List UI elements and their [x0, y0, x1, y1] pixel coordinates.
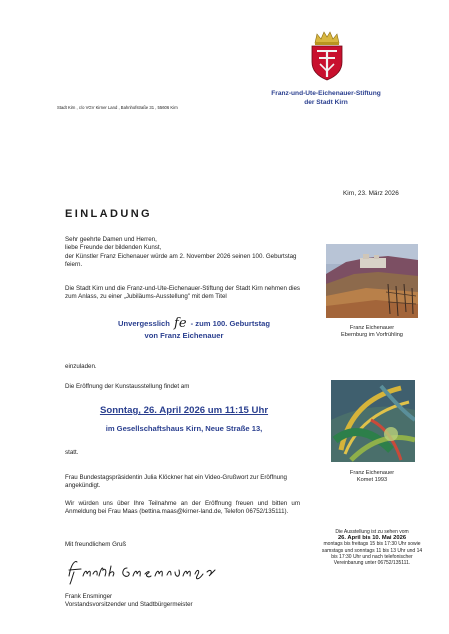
- caption-painting-2: [318, 470, 426, 484]
- foundation-name: [250, 90, 402, 107]
- exhibition-title-prefix: Unvergesslich: [117, 319, 170, 328]
- coat-of-arms-icon: [309, 31, 345, 81]
- invite-end: einzuladen.: [65, 363, 97, 370]
- painting-komet-image: [331, 380, 415, 462]
- opening-date: Sonntag, 26. April 2026 um 11:15 Uhr: [99, 405, 269, 416]
- sender-address: Stadt Kirn , c/o VGV Kirner Land , Bahnhofstraße 31 , 55606 Kirn: [57, 105, 178, 110]
- signer-title: Vorstandsvorsitzender und Stadtbürgermeister: [65, 601, 193, 609]
- foundation-name-line-2: der Stadt Kirn: [304, 98, 348, 106]
- signer-name: Frank Ensminger: [65, 593, 113, 600]
- caption-artist: Franz Eichenauer: [349, 325, 395, 331]
- handwritten-insert: fe: [174, 316, 187, 331]
- date-line: Kirn, 23. März 2026: [343, 190, 399, 197]
- foundation-name-line-1: Franz-und-Ute-Eichenauer-Stiftung: [271, 90, 381, 97]
- salutation: [65, 236, 300, 252]
- paragraph-occasion: Die Stadt Kirn und die Franz-und-Ute-Eichenauer-Stiftung der Stadt Kirn nehmen dies zum Anlass, zu einer „Jubiläums-Ausstellung" mit dem Titel: [65, 285, 300, 301]
- exhibition-hours: [318, 529, 426, 566]
- closing-greeting: Mit freundlichem Gruß: [65, 541, 127, 548]
- hours-intro: Die Ausstellung ist zu sehen vom: [335, 529, 409, 535]
- signer-block: [65, 593, 193, 609]
- page-title: EINLADUNG: [65, 208, 152, 220]
- paragraph-rsvp: Wir würden uns über Ihre Teilnahme an der Eröffnung freuen und bitten um Anmeldung bei Frau Maas (bettina.maas@kirner-land.de, Telefon 06752/135111).: [65, 500, 300, 516]
- paragraph-birthday: der Künstler Franz Eichenauer würde am 2. November 2026 seinen 100. Geburtstag feiern.: [65, 253, 297, 269]
- paragraph-video-greeting: Frau Bundestagspräsidentin Julia Klöckner hat ein Video-Grußwort zur Eröffnung angekündigt.: [65, 474, 287, 490]
- handwritten-signature: [65, 556, 225, 586]
- caption-artist: Franz Eichenauer: [349, 470, 395, 476]
- caption-title: Komet 1993: [356, 477, 388, 483]
- hours-details: montags bis freitags 15 bis 17:30 Uhr sowie samstags und sonntags 11 bis 13 Uhr und 14 bis 17:30 Uhr und nach telefonischer Vereinbarung unter 06752/135111.: [321, 541, 423, 567]
- hours-dates: 26. April bis 10. Mai 2026: [337, 535, 407, 542]
- exhibition-title-line-2: von Franz Eichenauer: [144, 331, 224, 340]
- caption-title: Ebernburg im Vorfrühling: [341, 332, 403, 338]
- painting-ebernburg-image: [326, 244, 418, 318]
- salutation-line-2: liebe Freunde der bildenden Kunst,: [65, 244, 162, 252]
- statt-text: statt.: [65, 449, 79, 456]
- salutation-line-1: Sehr geehrte Damen und Herren,: [65, 236, 157, 243]
- exhibition-title-suffix: - zum 100. Geburtstag: [190, 319, 271, 328]
- exhibition-title-line-1: [89, 316, 299, 331]
- opening-intro: Die Eröffnung der Kunstausstellung findet am: [65, 383, 190, 390]
- caption-painting-1: [318, 325, 426, 339]
- opening-venue: im Gesellschaftshaus Kirn, Neue Straße 13,: [105, 424, 263, 433]
